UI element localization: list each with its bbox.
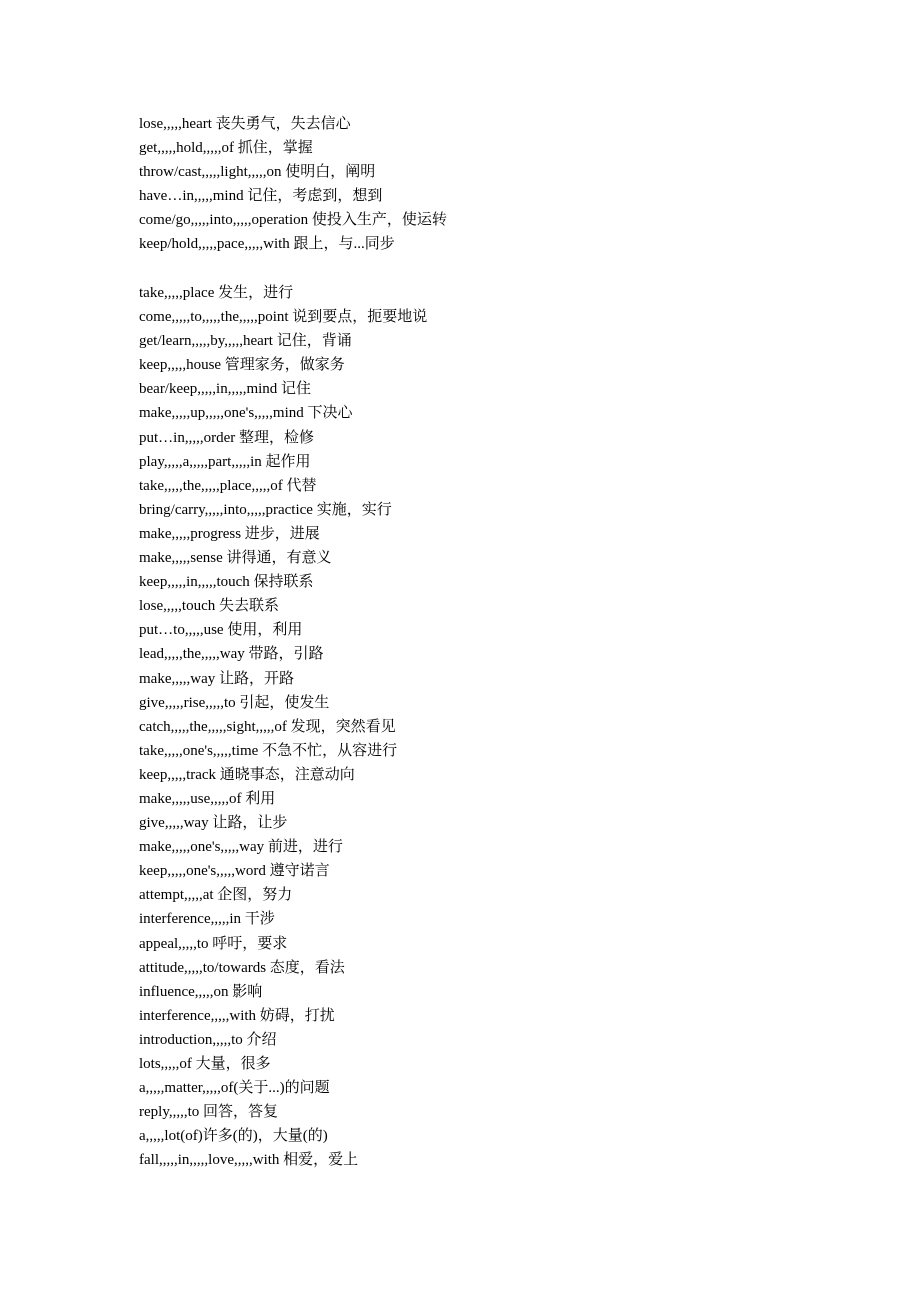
phrase-line: throw/cast,,,,,light,,,,,on 使明白，阐明 [139, 164, 376, 181]
phrase-line: bring/carry,,,,,into,,,,,practice 实施，实行 [139, 501, 392, 518]
phrase-line: make,,,,,up,,,,,one's,,,,,mind 下决心 [139, 405, 353, 422]
phrase-line: give,,,,,rise,,,,,to 引起，使发生 [139, 694, 330, 711]
phrase-line: catch,,,,,the,,,,,sight,,,,,of 发现，突然看见 [139, 718, 396, 735]
phrase-line: keep,,,,,house 管理家务，做家务 [139, 357, 345, 374]
phrase-line: a,,,,,lot(of)许多(的)，大量(的) [139, 1128, 328, 1145]
phrase-line: keep,,,,,track 通晓事态，注意动向 [139, 766, 355, 783]
phrase-line: attitude,,,,,to/towards 态度，看法 [139, 959, 345, 976]
phrase-line: reply,,,,,to 回答，答复 [139, 1104, 279, 1121]
phrase-line: bear/keep,,,,,in,,,,,mind 记住 [139, 381, 312, 398]
phrase-line: make,,,,,one's,,,,,way 前进，进行 [139, 839, 343, 856]
phrase-line: interference,,,,,in 干涉 [139, 911, 275, 928]
phrase-line: introduction,,,,,to 介绍 [139, 1031, 277, 1048]
phrase-line: take,,,,,one's,,,,,time 不急不忙，从容进行 [139, 742, 398, 759]
phrase-line: come,,,,,to,,,,,the,,,,,point 说到要点，扼要地说 [139, 309, 428, 326]
phrase-line: come/go,,,,,into,,,,,operation 使投入生产，使运转 [139, 212, 447, 229]
phrase-line: give,,,,,way 让路，让步 [139, 815, 288, 832]
phrase-line: lose,,,,,touch 失去联系 [139, 598, 279, 615]
phrase-line: take,,,,,the,,,,,place,,,,,of 代替 [139, 477, 317, 494]
phrase-line: make,,,,,sense 讲得通，有意义 [139, 550, 332, 567]
phrase-line: fall,,,,,in,,,,,love,,,,,with 相爱，爱上 [139, 1152, 359, 1169]
phrase-line: keep,,,,,one's,,,,,word 遵守诺言 [139, 863, 330, 880]
phrase-line: keep,,,,,in,,,,,touch 保持联系 [139, 574, 314, 591]
phrase-line: lose,,,,,heart 丧失勇气，失去信心 [139, 116, 351, 132]
phrase-line: attempt,,,,,at 企图，努力 [139, 887, 293, 904]
phrase-line: get/learn,,,,,by,,,,,heart 记住，背诵 [139, 333, 352, 350]
phrase-line: lead,,,,,the,,,,,way 带路，引路 [139, 646, 324, 663]
phrase-line: keep/hold,,,,,pace,,,,,with 跟上，与...同步 [139, 236, 395, 253]
phrase-line: make,,,,,use,,,,,of 利用 [139, 790, 276, 807]
phrase-line: put…in,,,,,order 整理，检修 [139, 429, 314, 446]
phrase-line: interference,,,,,with 妨碍，打扰 [139, 1007, 335, 1024]
phrase-line: lots,,,,,of 大量，很多 [139, 1056, 271, 1072]
phrase-line: have…in,,,,,mind 记住，考虑到，想到 [139, 188, 383, 205]
phrase-line: take,,,,,place 发生，进行 [139, 285, 294, 301]
phrase-line: influence,,,,,on 影响 [139, 983, 263, 1000]
phrase-line: a,,,,,matter,,,,,of(关于...)的问题 [139, 1080, 330, 1097]
phrase-line: get,,,,,hold,,,,,of 抓住，掌握 [139, 140, 313, 157]
phrase-line: play,,,,,a,,,,,part,,,,,in 起作用 [139, 453, 311, 470]
phrase-line: appeal,,,,,to 呼吁，要求 [139, 935, 288, 952]
phrase-list-2 [139, 281, 839, 1172]
phrase-line: put…to,,,,,use 使用，利用 [139, 622, 303, 639]
phrase-line: make,,,,,progress 进步，进展 [139, 525, 320, 542]
phrase-list-1 [139, 112, 839, 257]
phrase-line: make,,,,,way 让路，开路 [139, 670, 294, 687]
